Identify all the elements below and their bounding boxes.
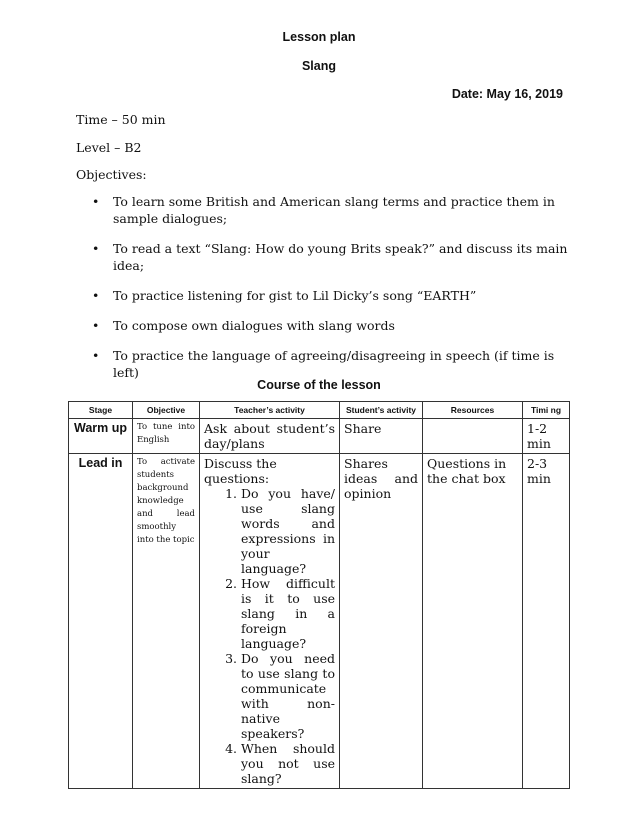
lesson-time: Time – 50 min — [76, 112, 166, 127]
stage-cell: Warm up — [69, 419, 133, 454]
document-title: Lesson plan — [282, 30, 356, 44]
objective-item: • To practice the language of agreeing/disagreeing in speech (if time is left) — [92, 347, 572, 381]
objective-item: • To learn some British and American slang terms and practice them in sample dialogues; — [92, 193, 572, 227]
table-header-row — [69, 402, 570, 419]
student-activity-cell: Shares ideas and opinion — [340, 454, 423, 789]
teacher-activity-intro: Discuss the questions: — [204, 456, 277, 486]
objectives-label: Objectives: — [76, 167, 147, 182]
column-header-teacher-activity: Teacher’s activity — [200, 402, 340, 419]
objective-item: • To practice listening for gist to Lil Dicky’s song “EARTH” — [92, 287, 572, 304]
course-table — [68, 401, 570, 789]
table-row — [69, 454, 570, 789]
resources-cell: Questions in the chat box — [423, 454, 523, 789]
column-header-resources: Resources — [423, 402, 523, 419]
timing-cell: 2-3 min — [523, 454, 570, 789]
questions-list — [204, 486, 335, 786]
lesson-date: Date: May 16, 2019 — [451, 87, 563, 101]
course-heading: Course of the lesson — [257, 378, 381, 392]
column-header-student-activity: Student’s activity — [340, 402, 423, 419]
objective-cell: To tune into English — [133, 419, 200, 454]
question-item: 4. When should you not use slang? — [241, 741, 335, 786]
objective-item: • To compose own dialogues with slang words — [92, 317, 572, 334]
question-item: 2. How difficult is it to use slang in a foreign language? — [241, 576, 335, 651]
column-header-objective: Objective — [133, 402, 200, 419]
objective-cell: To activate students background knowledge and lead smoothly into the topic — [133, 454, 200, 789]
objectives-list — [92, 193, 572, 394]
teacher-activity-cell — [200, 454, 340, 789]
table-row — [69, 419, 570, 454]
objective-item: • To read a text “Slang: How do young Brits speak?” and discuss its main idea; — [92, 240, 572, 274]
column-header-timing: Timi ng — [523, 402, 570, 419]
document-subtitle: Slang — [301, 59, 337, 73]
stage-cell: Lead in — [69, 454, 133, 789]
lesson-level: Level – B2 — [76, 140, 142, 155]
question-item: 3. Do you need to use slang to communicate with non-native speakers? — [241, 651, 335, 741]
timing-cell: 1-2 min — [523, 419, 570, 454]
student-activity-cell: Share — [340, 419, 423, 454]
column-header-stage: Stage — [69, 402, 133, 419]
teacher-activity-cell: Ask about student’s day/plans — [200, 419, 340, 454]
resources-cell — [423, 419, 523, 454]
question-item: 1. Do you have/ use slang words and expressions in your language? — [241, 486, 335, 576]
